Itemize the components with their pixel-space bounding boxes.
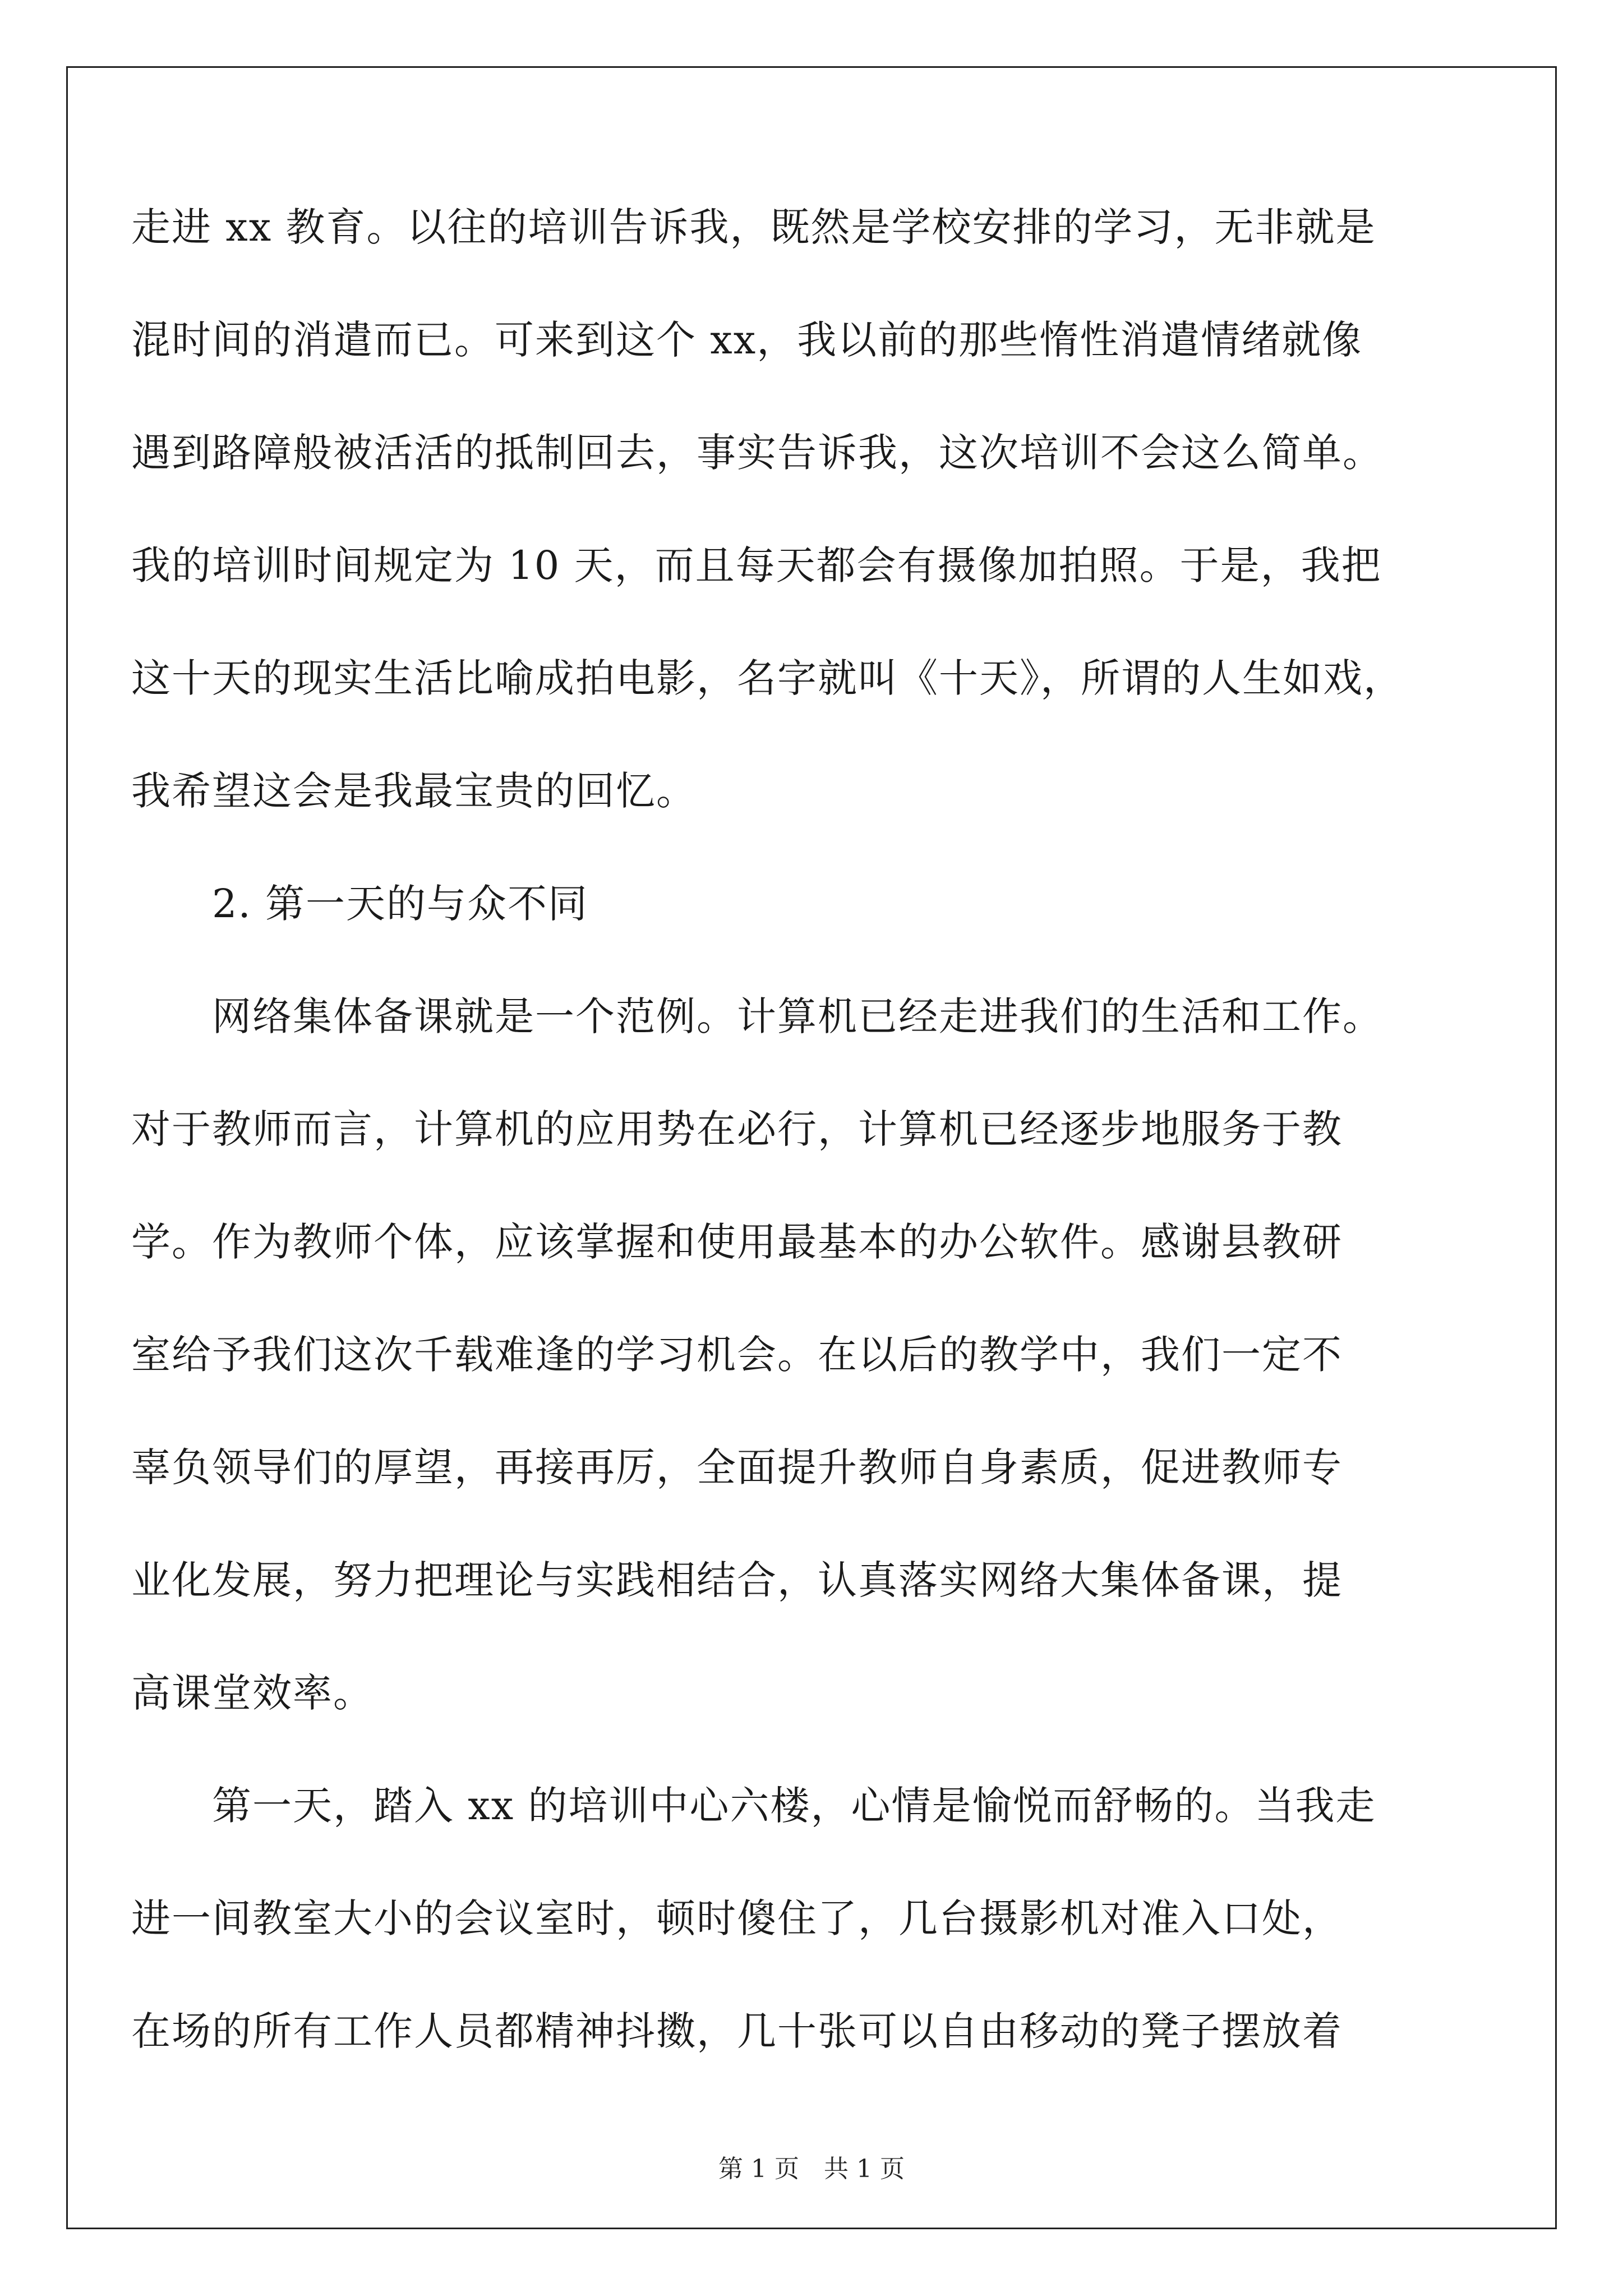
text-line: 混时间的消遣而已。可来到这个 xx，我以前的那些惰性消遣情绪就像 (131, 317, 1363, 363)
section-heading: 2. 第一天的与众不同 (212, 881, 589, 927)
text-line: 第一天，踏入 xx 的培训中心六楼，心情是愉悦而舒畅的。当我走 (212, 1783, 1376, 1829)
text-line: 走进 xx 教育。以往的培训告诉我，既然是学校安排的学习，无非就是 (131, 204, 1376, 250)
text-line: 我希望这会是我最宝贵的回忆。 (131, 768, 697, 814)
text-line: 辜负领导们的厚望，再接再厉，全面提升教师自身素质，促进教师专 (131, 1444, 1343, 1490)
text-line: 遇到路障般被活活的抵制回去，事实告诉我，这次培训不会这么简单。 (131, 430, 1383, 476)
text-line: 这十天的现实生活比喻成拍电影，名字就叫《十天》，所谓的人生如戏， (131, 655, 1404, 701)
text-line: 学。作为教师个体，应该掌握和使用最基本的办公软件。感谢县教研 (131, 1219, 1343, 1265)
text-line: 对于教师而言，计算机的应用势在必行，计算机已经逐步地服务于教 (131, 1106, 1343, 1152)
text-line: 在场的所有工作人员都精神抖擞，几十张可以自由移动的凳子摆放着 (131, 2008, 1343, 2054)
text-line: 网络集体备课就是一个范例。计算机已经走进我们的生活和工作。 (212, 993, 1383, 1039)
text-line: 进一间教室大小的会议室时，顿时傻住了，几台摄影机对准入口处， (131, 1895, 1343, 1941)
page-number-footer: 第 1 页 共 1 页 (718, 2155, 905, 2183)
text-line: 室给予我们这次千载难逢的学习机会。在以后的教学中，我们一定不 (131, 1332, 1343, 1378)
text-line: 业化发展，努力把理论与实践相结合，认真落实网络大集体备课，提 (131, 1557, 1343, 1603)
text-line: 我的培训时间规定为 10 天，而且每天都会有摄像加拍照。于是，我把 (131, 542, 1382, 588)
text-line: 高课堂效率。 (131, 1670, 374, 1716)
